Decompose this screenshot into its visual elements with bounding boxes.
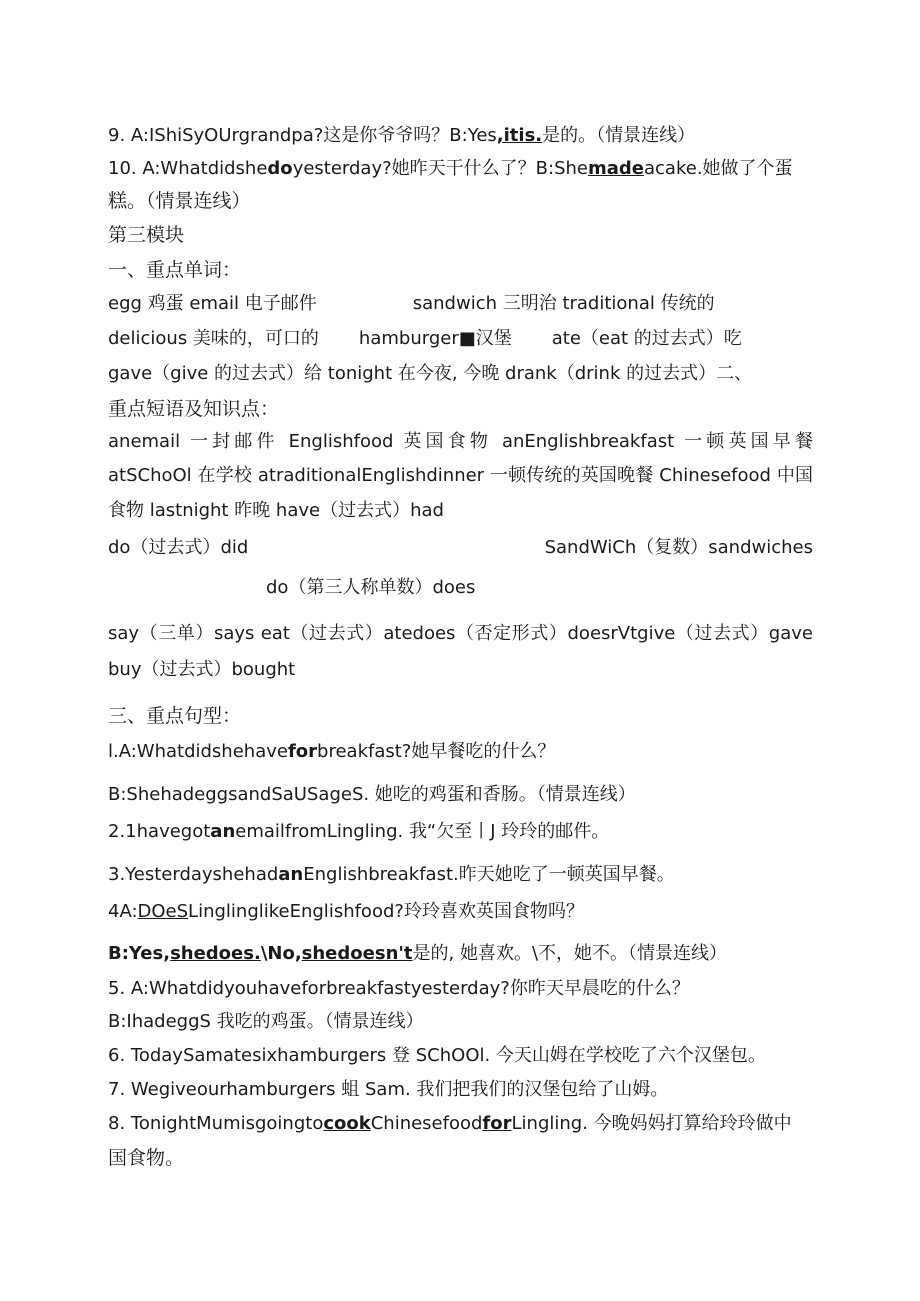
section-heading-words: 一、重点单词： <box>108 259 242 281</box>
line-10-cont: 糕。（情景连线） <box>108 190 251 212</box>
phrase-line-3: 食物 lastnight 昨晚 have（过去式）had <box>108 500 444 521</box>
vocab-line-1: egg 鸡蛋 email 电子邮件 sandwich 三明治 traditional 传统的 <box>108 293 715 314</box>
section-heading-sentences: 三、重点句型： <box>108 705 242 727</box>
phrase-line-7: buy（过去式）bought <box>108 659 296 680</box>
phrase-line-5: do（第三人称单数）does <box>266 577 476 598</box>
sentence-8-cont: 国食物。 <box>108 1147 185 1169</box>
vocab-line-2: delicious 美味的，可口的 hamburger■汉堡 ate（eat 的过去式）吃 <box>108 328 742 349</box>
phrase-line-4: do（过去式）did SandWiCh（复数）sandwiches <box>108 537 813 558</box>
phrase-line-6: say（三单）says eat（过去式）atedoes（否定形式）doesrVtgive（过去式）gave <box>108 623 813 644</box>
phrase-line-2: atSChoOl 在学校 atraditionalEnglishdinner 一顿传统的英国晚餐 Chinesefood 中国 <box>108 465 813 486</box>
sentence-5a: 5. A:Whatdidyouhaveforbreakfastyesterday?你昨天早晨吃的什么？ <box>108 978 690 999</box>
sentence-8: 8. TonightMumisgoingtocookChinesefoodforLingling. 今晚妈妈打算给玲玲做中 <box>108 1113 792 1134</box>
section-heading-phrases: 重点短语及知识点： <box>108 398 280 420</box>
sentence-4a: 4A:DOeSLinglinglikeEnglishfood?玲玲喜欢英国食物吗？ <box>108 901 584 922</box>
module-heading: 第三模块 <box>108 224 185 246</box>
sentence-1b: B:ShehadeggsandSaUSageS. 她吃的鸡蛋和香肠。（情景连线） <box>108 784 636 805</box>
phrase-line-1: anemail 一封邮件 Englishfood 英国食物 anEnglishbreakfast 一顿英国早餐 <box>108 431 813 452</box>
sentence-4b: B:Yes,shedoes.\No,shedoesn't是的, 她喜欢。\不，她不。（情景连线） <box>108 943 728 964</box>
line-10: 10. A:Whatdidshedoyesterday?她昨天干什么了？B:Shemadeacake.她做了个蛋 <box>108 158 793 179</box>
vocab-line-3: gave（give 的过去式）给 tonight 在今夜, 今晚 drank（drink 的过去式）二、 <box>108 363 753 384</box>
sentence-5b: B:IhadeggS 我吃的鸡蛋。（情景连线） <box>108 1011 424 1032</box>
sentence-7: 7. Wegiveourhamburgers 蛆 Sam. 我们把我们的汉堡包给了山姆。 <box>108 1079 669 1100</box>
sentence-1a: l.A:Whatdidshehaveforbreakfast?她早餐吃的什么？ <box>108 741 556 762</box>
sentence-2: 2.1havegotanemailfromLingling. 我“欠至丨J 玲玲的邮件。 <box>108 821 610 842</box>
line-9: 9. A:IShiSyOUrgrandpa?这是你爷爷吗？B:Yes,itis.是的。（情景连线） <box>108 125 696 146</box>
sentence-6: 6. TodaySamatesixhamburgers 登 SChOOl. 今天山姆在学校吃了六个汉堡包。 <box>108 1045 766 1066</box>
sentence-3: 3.YesterdayshehadanEnglishbreakfast.昨天她吃了一顿英国早餐。 <box>108 864 675 885</box>
